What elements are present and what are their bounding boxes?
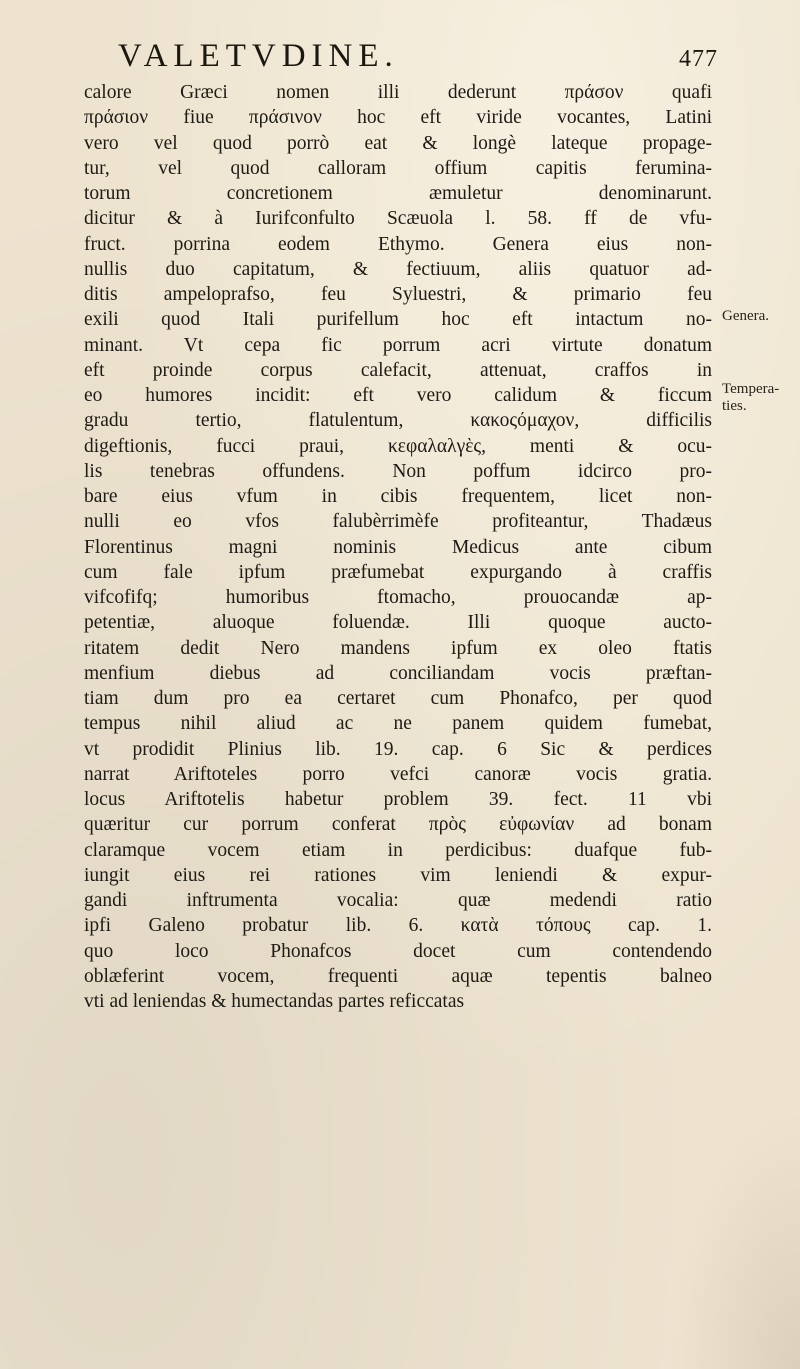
text-line: exili quod Itali purifellum hoc eft intactum no-: [84, 309, 712, 331]
text-line: torum concretionem æmuletur denominarunt.: [84, 183, 712, 204]
text-line: vt prodidit Plinius lib. 19. cap. 6 Sic & perdices: [84, 738, 712, 760]
margin-note-genera: Genera.: [722, 308, 770, 324]
text-line: tur, vel quod calloram offium capitis ferumina-: [84, 157, 712, 179]
text-line: nulli eo vfos falubèrrimèfe profiteantur, Thadæus: [84, 511, 712, 533]
text-line: fruct. porrina eodem Ethymo. Genera eius non-: [84, 233, 712, 255]
text-line: tiam dum pro ea certaret cum Phonafco, per quod: [84, 688, 712, 709]
body-text: [84, 80, 712, 1014]
text-line: ditis ampeloprafso, feu Syluestri, & primario feu: [84, 284, 712, 305]
text-line: eft proinde corpus calefacit, attenuat, craffos in: [84, 359, 712, 381]
text-line: iungit eius rei rationes vim leniendi & expur-: [84, 864, 712, 886]
text-line: ritatem dedit Nero mandens ipfum ex oleo ftatis: [84, 637, 712, 659]
text-line: vti ad leniendas & humectandas partes reficcatas: [84, 991, 465, 1012]
running-head: VALETVDINE.: [118, 38, 399, 74]
page-header: [110, 38, 730, 78]
text-line: cum fale ipfum præfumebat expurgando à craffis: [84, 561, 712, 583]
text-line: digeftionis, fucci praui, κεφαλαλγὲς, menti & ocu-: [84, 435, 712, 457]
text-line: narrat Ariftoteles porro vefci canoræ vocis gratia.: [84, 763, 712, 785]
text-line: vifcofifq; humoribus ftomacho, prouocandæ ap-: [84, 587, 712, 608]
text-line: petentiæ, aluoque foluendæ. Illi quoque aucto-: [84, 612, 712, 634]
margin-notes: [722, 308, 797, 433]
paper-stain: [670, 1109, 800, 1369]
text-line: dicitur & à Iurifconfulto Scæuola l. 58. ff de vfu-: [84, 208, 712, 230]
text-line: quo loco Phonafcos docet cum contendendo: [84, 940, 712, 962]
text-line: menfium diebus ad conciliandam vocis præftan-: [84, 662, 712, 684]
text-line: Florentinus magni nominis Medicus ante cibum: [84, 536, 712, 558]
text-line: tempus nihil aliud ac ne panem quidem fumebat,: [84, 713, 712, 735]
page-number: 477: [679, 46, 718, 72]
text-line: calore Græci nomen illi dederunt πράσον quafi: [84, 82, 712, 103]
text-line: lis tenebras offundens. Non poffum idcirco pro-: [84, 460, 712, 482]
text-line: bare eius vfum in cibis frequentem, licet non-: [84, 486, 712, 507]
text-line: minant. Vt cepa fic porrum acri virtute donatum: [84, 334, 712, 356]
margin-note-temperaties: Tempera- ties.: [722, 381, 780, 414]
text-line: nullis duo capitatum, & fectiuum, aliis quatuor ad-: [84, 258, 712, 280]
text-line: vero vel quod porrò eat & longè lateque propage-: [84, 132, 712, 154]
text-line: ipfi Galeno probatur lib. 6. κατὰ τόπους cap. 1.: [84, 915, 712, 937]
text-line: gandi inftrumenta vocalia: quæ medendi ratio: [84, 890, 712, 911]
text-line: oblæferint vocem, frequenti aquæ tepentis balneo: [84, 965, 712, 987]
text-line: gradu tertio, flatulentum, κακοςόμαχον, difficilis: [84, 410, 712, 432]
text-line: eo humores incidit: eft vero calidum & ficcum: [84, 385, 712, 406]
text-line: locus Ariftotelis habetur problem 39. fect. 11 vbi: [84, 789, 712, 810]
text-line: πράσιον fiue πράσινον hoc eft viride vocantes, Latini: [84, 107, 712, 129]
text-line: claramque vocem etiam in perdicibus: duafque fub-: [84, 839, 712, 861]
text-line: quæritur cur porrum conferat πρὸς εὐφωνίαν ad bonam: [84, 814, 712, 836]
